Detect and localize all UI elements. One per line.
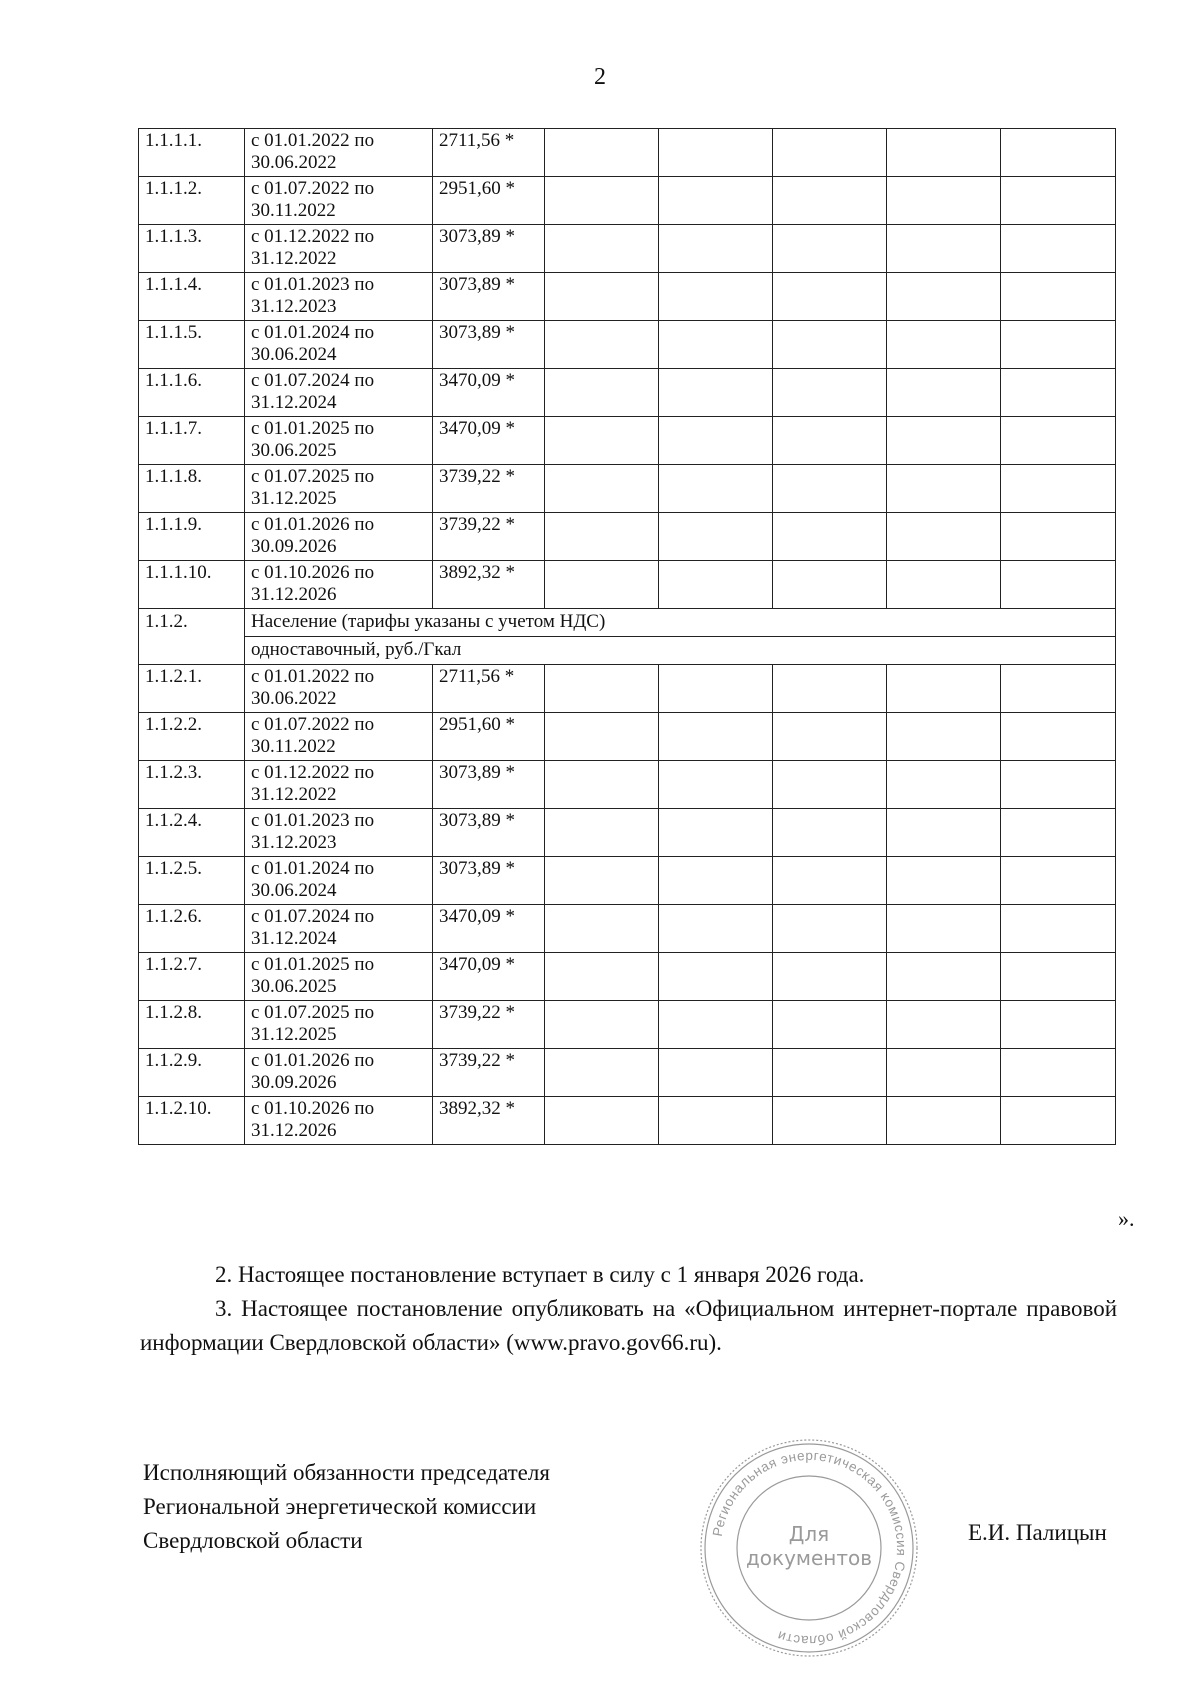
empty-cell [659,665,773,713]
empty-cell [545,1001,659,1049]
empty-cell [545,905,659,953]
group-subtitle-row [139,637,1116,665]
empty-cell [545,761,659,809]
row-period: с 01.01.2023 по 31.12.2023 [245,273,433,321]
row-value: 3470,09 * [433,953,545,1001]
empty-cell [887,177,1001,225]
empty-cell [1001,273,1116,321]
table-row [139,129,1116,177]
table-row [139,177,1116,225]
row-period: с 01.01.2026 по 30.09.2026 [245,513,433,561]
row-period: с 01.07.2024 по 31.12.2024 [245,905,433,953]
empty-cell [545,273,659,321]
empty-cell [1001,417,1116,465]
row-number: 1.1.1.3. [139,225,245,273]
row-value: 3073,89 * [433,225,545,273]
empty-cell [773,953,887,1001]
row-value: 2711,56 * [433,665,545,713]
row-value: 3470,09 * [433,417,545,465]
table-row [139,953,1116,1001]
row-period: с 01.07.2025 по 31.12.2025 [245,465,433,513]
row-number: 1.1.2.3. [139,761,245,809]
row-number: 1.1.2.1. [139,665,245,713]
signer-line: Исполняющий обязанности председателя [143,1460,550,1485]
row-period: с 01.01.2025 по 30.06.2025 [245,417,433,465]
empty-cell [773,321,887,369]
empty-cell [659,129,773,177]
empty-cell [773,665,887,713]
empty-cell [545,225,659,273]
empty-cell [1001,905,1116,953]
row-number: 1.1.2.9. [139,1049,245,1097]
table-row [139,561,1116,609]
row-number: 1.1.1.7. [139,417,245,465]
empty-cell [659,809,773,857]
signer-line: Региональной энергетической комиссии [143,1494,537,1519]
table-row [139,857,1116,905]
empty-cell [659,713,773,761]
empty-cell [659,953,773,1001]
empty-cell [887,857,1001,905]
row-value: 3739,22 * [433,1049,545,1097]
table-row [139,513,1116,561]
row-value: 3739,22 * [433,465,545,513]
empty-cell [887,321,1001,369]
empty-cell [887,953,1001,1001]
empty-cell [887,273,1001,321]
row-value: 2711,56 * [433,129,545,177]
row-number: 1.1.1.8. [139,465,245,513]
empty-cell [545,665,659,713]
empty-cell [659,1049,773,1097]
empty-cell [659,225,773,273]
empty-cell [545,129,659,177]
empty-cell [887,905,1001,953]
empty-cell [1001,369,1116,417]
empty-cell [659,417,773,465]
empty-cell [887,561,1001,609]
row-number: 1.1.2.6. [139,905,245,953]
row-number: 1.1.2.4. [139,809,245,857]
table-row [139,1049,1116,1097]
empty-cell [1001,953,1116,1001]
row-value: 3739,22 * [433,1001,545,1049]
paragraph-2: 2. Настоящее постановление вступает в силу с 1 января 2026 года. [215,1262,865,1287]
row-period: с 01.12.2022 по 31.12.2022 [245,761,433,809]
tariff-table [138,128,1116,1145]
empty-cell [545,177,659,225]
empty-cell [773,1097,887,1145]
row-number: 1.1.1.2. [139,177,245,225]
row-value: 3739,22 * [433,513,545,561]
empty-cell [659,321,773,369]
table-row [139,761,1116,809]
empty-cell [887,761,1001,809]
empty-cell [659,369,773,417]
row-period: с 01.01.2022 по 30.06.2022 [245,129,433,177]
row-number: 1.1.1.4. [139,273,245,321]
empty-cell [659,177,773,225]
row-number: 1.1.2.10. [139,1097,245,1145]
empty-cell [773,417,887,465]
table-row [139,273,1116,321]
empty-cell [887,809,1001,857]
empty-cell [773,369,887,417]
table-row [139,417,1116,465]
empty-cell [773,1049,887,1097]
row-period: с 01.12.2022 по 31.12.2022 [245,225,433,273]
empty-cell [773,857,887,905]
group-title: Население (тарифы указаны с учетом НДС) [245,609,1116,637]
table-row [139,1001,1116,1049]
row-value: 2951,60 * [433,177,545,225]
row-period: с 01.07.2022 по 30.11.2022 [245,177,433,225]
empty-cell [773,129,887,177]
table-row [139,321,1116,369]
paragraph-3: 3. Настоящее постановление опубликовать на «Официальном интернет-портале правовой информации Свердловской области» (www.pravo.gov66.ru). [140,1296,1117,1355]
empty-cell [659,1001,773,1049]
table-row [139,905,1116,953]
row-value: 2951,60 * [433,713,545,761]
empty-cell [887,369,1001,417]
row-period: с 01.01.2026 по 30.09.2026 [245,1049,433,1097]
empty-cell [1001,713,1116,761]
stamp-center-line: документов [745,1546,873,1570]
row-number: 1.1.2.7. [139,953,245,1001]
table-row [139,713,1116,761]
empty-cell [545,465,659,513]
empty-cell [1001,225,1116,273]
row-number: 1.1.1.1. [139,129,245,177]
empty-cell [887,225,1001,273]
row-period: с 01.01.2024 по 30.06.2024 [245,857,433,905]
empty-cell [887,713,1001,761]
empty-cell [659,273,773,321]
row-number: 1.1.2.8. [139,1001,245,1049]
empty-cell [1001,321,1116,369]
row-value: 3073,89 * [433,321,545,369]
empty-cell [545,809,659,857]
empty-cell [659,561,773,609]
empty-cell [773,905,887,953]
empty-cell [1001,809,1116,857]
row-number: 1.1.1.5. [139,321,245,369]
empty-cell [659,513,773,561]
empty-cell [545,1049,659,1097]
row-value: 3892,32 * [433,1097,545,1145]
empty-cell [545,369,659,417]
row-number: 1.1.2.5. [139,857,245,905]
row-period: с 01.01.2023 по 31.12.2023 [245,809,433,857]
empty-cell [659,1097,773,1145]
empty-cell [659,905,773,953]
empty-cell [545,561,659,609]
empty-cell [545,513,659,561]
empty-cell [1001,665,1116,713]
table-row [139,665,1116,713]
table-row [139,465,1116,513]
empty-cell [545,953,659,1001]
table-row [139,369,1116,417]
empty-cell [659,761,773,809]
row-period: с 01.07.2022 по 30.11.2022 [245,713,433,761]
empty-cell [1001,1001,1116,1049]
empty-cell [887,1001,1001,1049]
row-period: с 01.10.2026 по 31.12.2026 [245,561,433,609]
empty-cell [1001,561,1116,609]
empty-cell [1001,129,1116,177]
stamp-center-line: Для [788,1522,830,1546]
empty-cell [1001,513,1116,561]
empty-cell [1001,761,1116,809]
empty-cell [773,561,887,609]
empty-cell [773,1001,887,1049]
row-period: с 01.01.2024 по 30.06.2024 [245,321,433,369]
row-number: 1.1.1.6. [139,369,245,417]
empty-cell [887,665,1001,713]
empty-cell [1001,857,1116,905]
empty-cell [887,513,1001,561]
signer-name: Е.И. Палицын [968,1520,1107,1545]
row-value: 3470,09 * [433,905,545,953]
page-number: 2 [594,64,606,90]
empty-cell [773,177,887,225]
empty-cell [545,321,659,369]
empty-cell [773,761,887,809]
row-number: 1.1.1.10. [139,561,245,609]
row-value: 3073,89 * [433,273,545,321]
row-value: 3073,89 * [433,809,545,857]
row-value: 3892,32 * [433,561,545,609]
signer-title [143,1456,550,1558]
row-number: 1.1.2.2. [139,713,245,761]
empty-cell [773,273,887,321]
empty-cell [659,857,773,905]
empty-cell [545,857,659,905]
empty-cell [773,465,887,513]
group-number: 1.1.2. [139,609,245,665]
row-period: с 01.07.2024 по 31.12.2024 [245,369,433,417]
empty-cell [773,809,887,857]
empty-cell [773,713,887,761]
table-row [139,1097,1116,1145]
resolution-paragraphs [140,1258,1117,1360]
empty-cell [659,465,773,513]
row-period: с 01.07.2025 по 31.12.2025 [245,1001,433,1049]
group-row [139,609,1116,637]
row-number: 1.1.1.9. [139,513,245,561]
empty-cell [773,225,887,273]
empty-cell [545,1097,659,1145]
quote-end: ». [1118,1206,1135,1231]
row-period: с 01.01.2022 по 30.06.2022 [245,665,433,713]
row-period: с 01.01.2025 по 30.06.2025 [245,953,433,1001]
empty-cell [1001,1097,1116,1145]
empty-cell [773,513,887,561]
empty-cell [887,1097,1001,1145]
row-value: 3470,09 * [433,369,545,417]
empty-cell [1001,465,1116,513]
empty-cell [545,417,659,465]
empty-cell [1001,1049,1116,1097]
row-value: 3073,89 * [433,857,545,905]
signer-line: Свердловской области [143,1528,363,1553]
official-stamp [698,1437,920,1659]
table-row [139,225,1116,273]
empty-cell [887,129,1001,177]
group-subtitle: одноставочный, руб./Гкал [245,637,1116,665]
empty-cell [1001,177,1116,225]
svg-text:Региональная энергетическая ко: Региональная энергетическая комиссия Свердловской области [709,1447,910,1649]
empty-cell [887,1049,1001,1097]
row-period: с 01.10.2026 по 31.12.2026 [245,1097,433,1145]
row-value: 3073,89 * [433,761,545,809]
empty-cell [887,417,1001,465]
empty-cell [545,713,659,761]
table-row [139,809,1116,857]
empty-cell [887,465,1001,513]
